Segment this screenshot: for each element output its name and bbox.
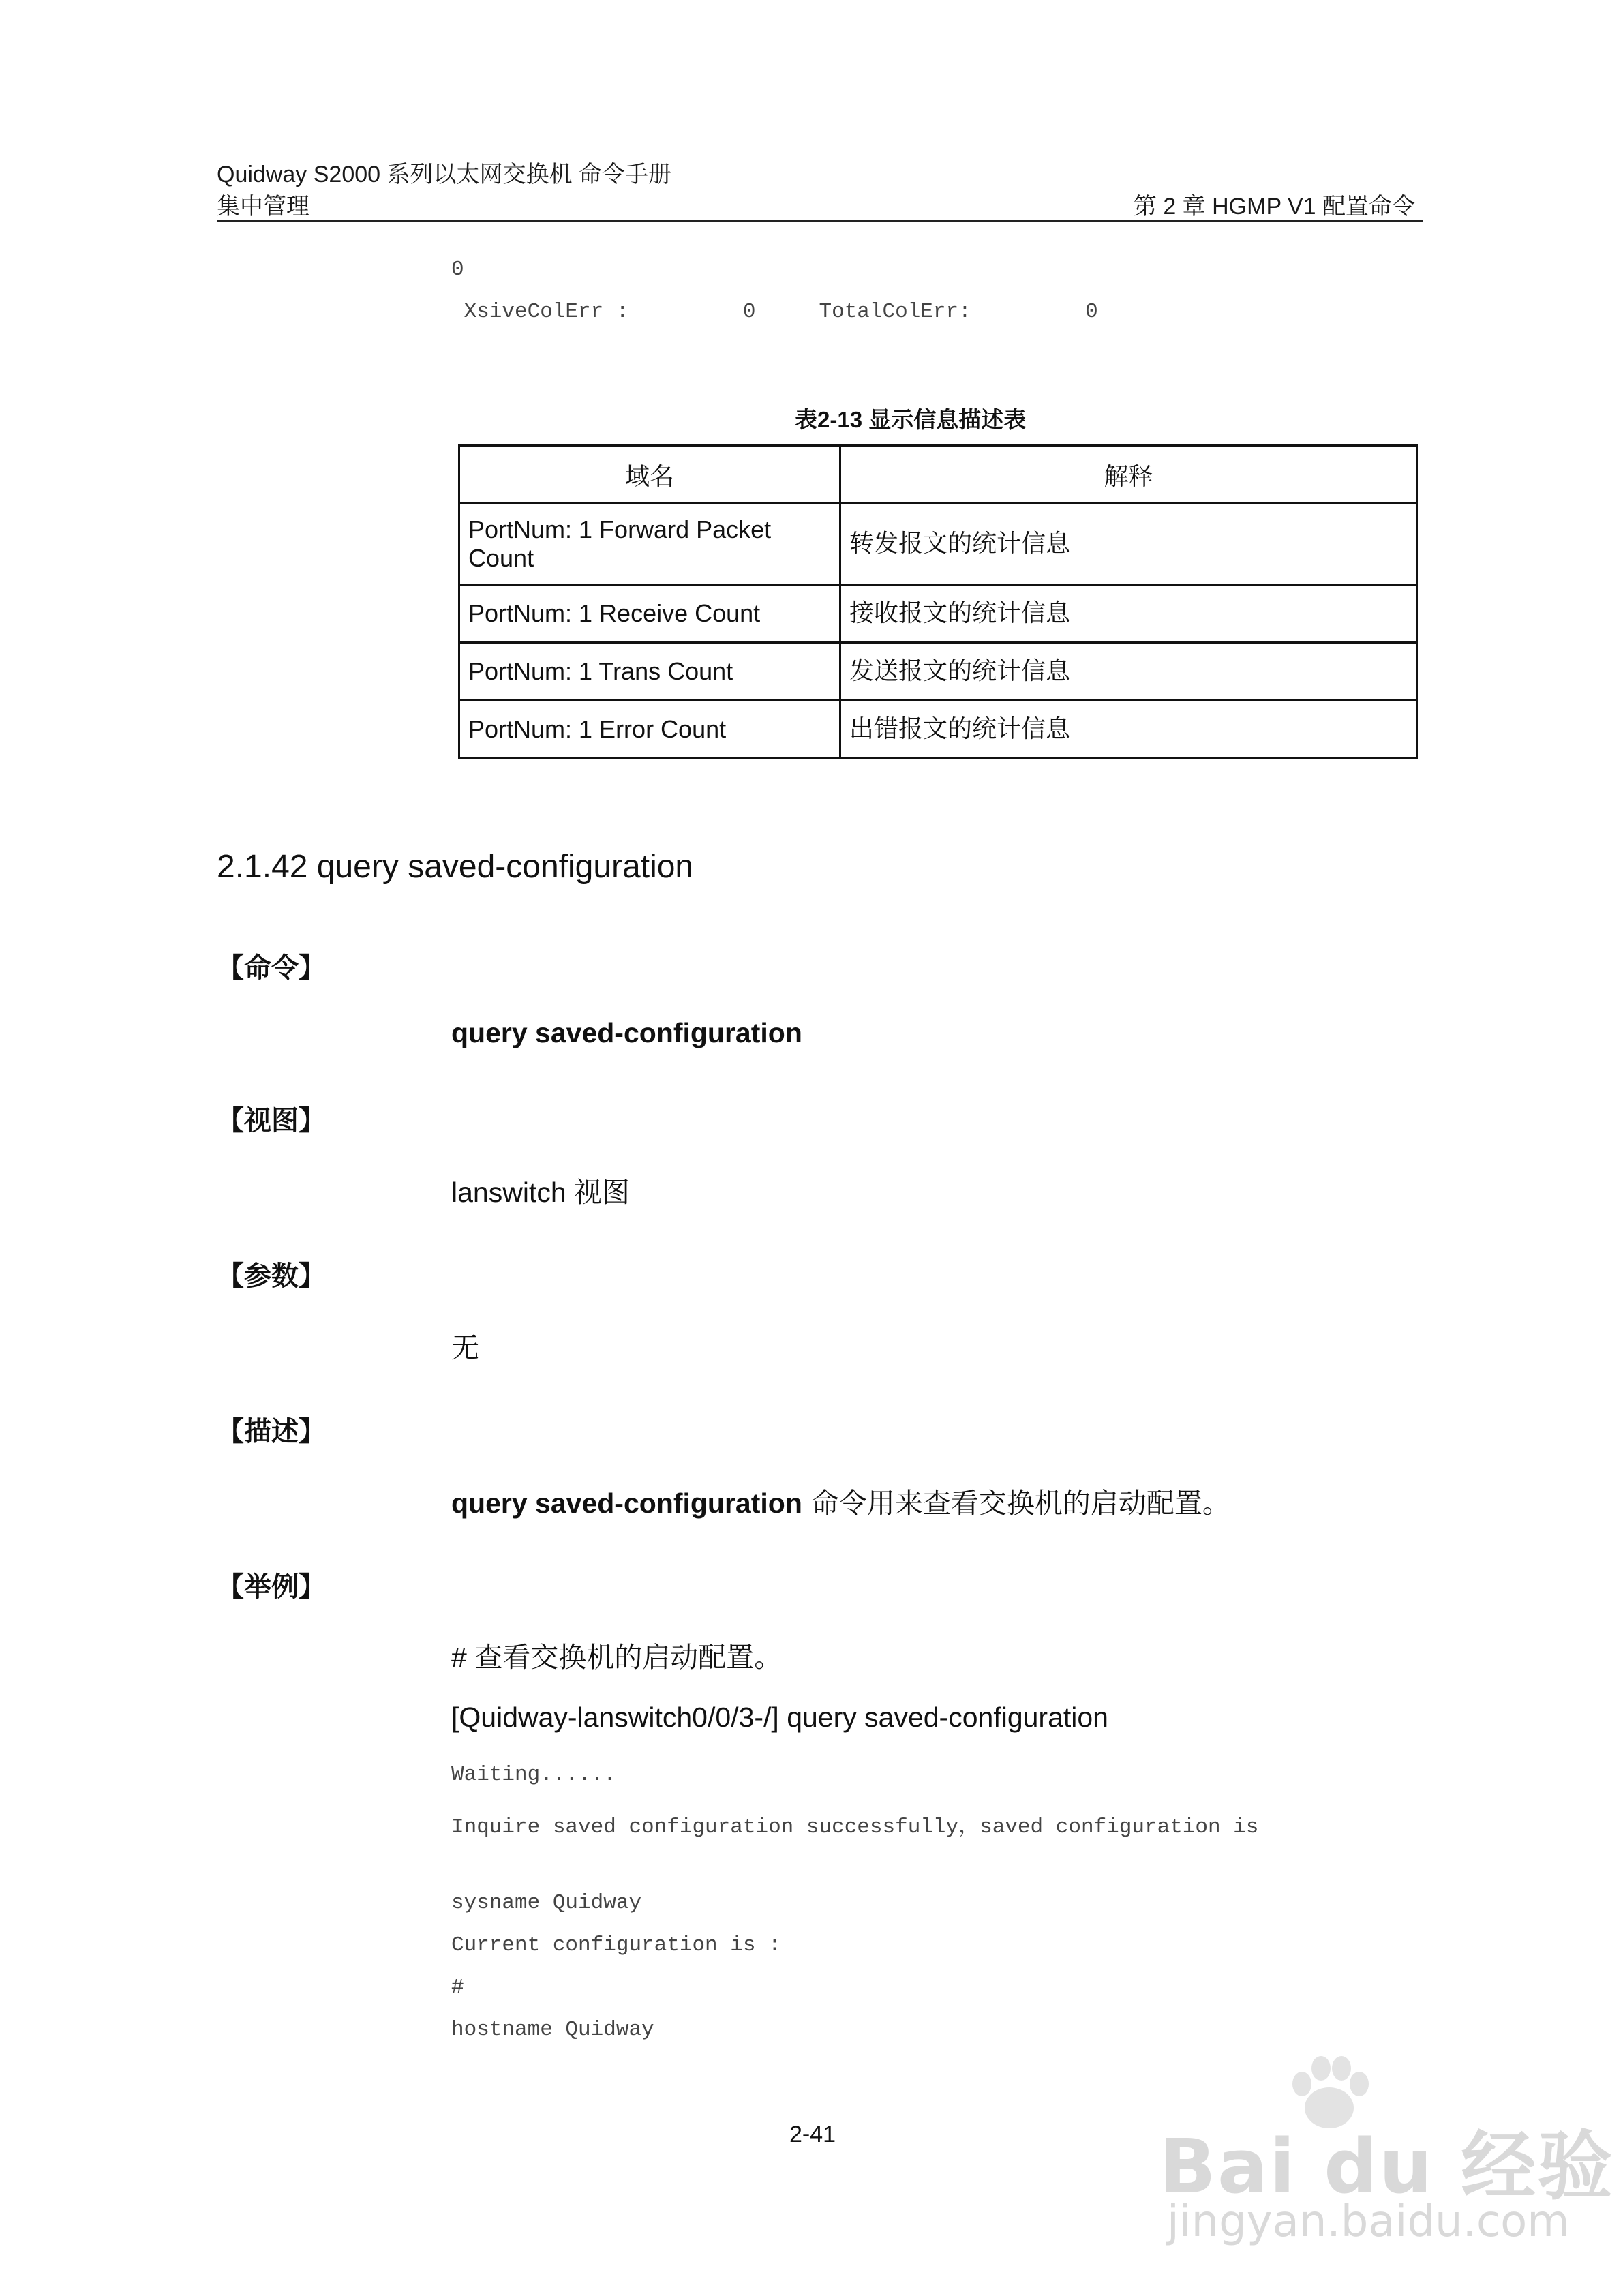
code-line: 0 <box>451 258 464 282</box>
describe-rest: 命令用来查看交换机的启动配置。 <box>802 1487 1230 1520</box>
describe-text <box>451 1481 1230 1521</box>
table-row <box>459 701 1417 759</box>
table-header-desc: 解释 <box>840 446 1417 504</box>
view-text: lanswitch 视图 <box>451 1177 631 1208</box>
chapter-title: 第 2 章 HGMP V1 配置命令 <box>1133 194 1415 220</box>
output-line: sysname Quidway <box>451 1891 642 1915</box>
label-command: 【命令】 <box>217 953 326 983</box>
table-cell-desc: 转发报文的统计信息 <box>840 504 1417 585</box>
output-line: # <box>451 1976 464 1999</box>
output-line: Current configuration is : <box>451 1933 781 1957</box>
table-row <box>459 643 1417 701</box>
describe-command: query saved-configuration <box>451 1487 802 1519</box>
output-line: Inquire saved configuration successfully，saved configuration is <box>451 1815 1259 1839</box>
table-row <box>459 504 1417 585</box>
table-row <box>459 585 1417 643</box>
table-header-field: 域名 <box>459 446 840 504</box>
output-line: hostname Quidway <box>451 2018 654 2042</box>
table-caption: 表2-13 显示信息描述表 <box>795 407 1027 432</box>
label-describe: 【描述】 <box>217 1417 326 1447</box>
code-line: XsiveColErr : 0 TotalColErr: 0 <box>451 300 1098 324</box>
watermark-url: jingyan.baidu.com <box>1167 2196 1570 2247</box>
label-example: 【举例】 <box>217 1572 326 1602</box>
page-number: 2-41 <box>789 2121 836 2147</box>
example-comment: # 查看交换机的启动配置。 <box>451 1642 783 1673</box>
watermark-logo: Bai du 经验 <box>1159 2123 1614 2210</box>
example-prompt: [Quidway-lanswitch0/0/3-/] query saved-configuration <box>451 1702 1108 1733</box>
info-table <box>458 444 1418 759</box>
manual-section: 集中管理 <box>217 194 309 220</box>
table-cell-field: PortNum: 1 Error Count <box>459 701 840 759</box>
table-cell-desc: 接收报文的统计信息 <box>840 585 1417 643</box>
table-cell-desc: 发送报文的统计信息 <box>840 643 1417 701</box>
table-cell-field: PortNum: 1 Trans Count <box>459 643 840 701</box>
output-line: Waiting...... <box>451 1763 616 1787</box>
manual-title: Quidway S2000 系列以太网交换机 命令手册 <box>217 162 671 187</box>
table-cell-field: PortNum: 1 Forward Packet Count <box>459 504 840 585</box>
table-header-row <box>459 446 1417 504</box>
table-cell-field: PortNum: 1 Receive Count <box>459 585 840 643</box>
header-rule <box>217 220 1423 222</box>
label-params: 【参数】 <box>217 1261 326 1291</box>
table-cell-desc: 出错报文的统计信息 <box>840 701 1417 759</box>
params-text: 无 <box>451 1331 479 1364</box>
label-view: 【视图】 <box>217 1106 326 1136</box>
command-syntax: query saved-configuration <box>451 1017 802 1048</box>
section-title: 2.1.42 query saved-configuration <box>217 849 694 885</box>
